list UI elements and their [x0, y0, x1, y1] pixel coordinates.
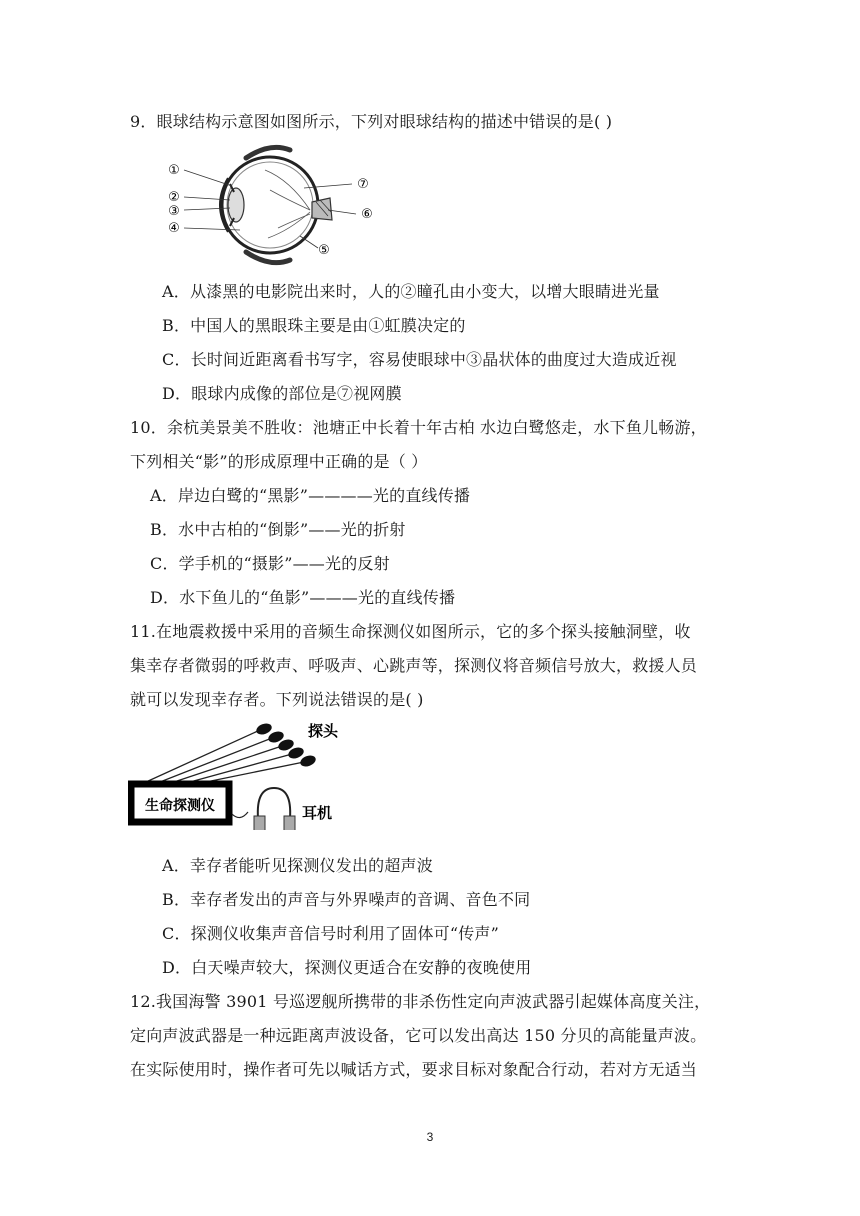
q11-option-a: A．幸存者能听见探测仪发出的超声波: [162, 856, 433, 875]
life-detector-diagram: [128, 718, 358, 830]
q11-option-b: B．幸存者发出的声音与外界噪声的音调、音色不同: [162, 890, 531, 909]
q12-stem-line-1: 12.我国海警 3901 号巡逻舰所携带的非杀伤性定向声波武器引起媒体高度关注，: [130, 992, 711, 1011]
q10-option-b: B．水中古柏的“倒影”——光的折射: [150, 520, 406, 539]
q12-stem-line-3: 在实际使用时，操作者可先以喊话方式，要求目标对象配合行动，若对方无适当: [130, 1060, 698, 1079]
eye-label-6: ⑥: [361, 207, 373, 222]
eye-label-5: ⑤: [318, 243, 330, 258]
headphone-label: 耳机: [302, 805, 333, 822]
q9-stem: 9．眼球结构示意图如图所示，下列对眼球结构的描述中错误的是( ): [130, 112, 613, 131]
q11-option-d: D．白天噪声较大，探测仪更适合在安静的夜晚使用: [162, 958, 532, 977]
headphone-band: [258, 788, 290, 818]
q10-option-a: A．岸边白鹭的“黑影”————光的直线传播: [150, 486, 471, 505]
eye-label-2: ②: [168, 190, 180, 205]
eye-label-7: ⑦: [357, 177, 369, 192]
eyeball-diagram: [160, 140, 380, 270]
q11-stem-line-1: 11.在地震救援中采用的音频生命探测仪如图所示，它的多个探头接触洞壁，收: [130, 622, 691, 641]
q10-stem-line-2: 下列相关“影”的形成原理中正确的是（ ）: [130, 452, 428, 471]
q10-stem-line-1: 10．余杭美景美不胜收：池塘正中长着十年古柏 水边白鹭悠走，水下鱼儿畅游，: [130, 418, 707, 437]
probe-label: 探头: [308, 723, 339, 740]
q9-option-b: B．中国人的黑眼珠主要是由①虹膜决定的: [162, 316, 466, 335]
probe-5: [299, 754, 317, 769]
q9-option-a: A．从漆黑的电影院出来时，人的②瞳孔由小变大，以增大眼睛进光量: [162, 282, 660, 301]
detector-label: 生命探测仪: [145, 797, 215, 813]
q10-option-d: D．水下鱼儿的“鱼影”———光的直线传播: [150, 588, 456, 607]
probe-1: [255, 722, 273, 737]
q9-option-d: D．眼球内成像的部位是⑦视网膜: [162, 384, 402, 403]
headphone-left: [254, 816, 265, 830]
eye-label-3: ③: [168, 204, 180, 219]
page-number: 3: [426, 1130, 434, 1144]
eye-label-4: ④: [168, 221, 180, 236]
q12-stem-line-2: 定向声波武器是一种远距离声波设备，它可以发出高达 150 分贝的高能量声波。: [130, 1026, 707, 1045]
q11-option-c: C．探测仪收集声音信号时利用了固体可“传声”: [162, 924, 500, 943]
q11-stem-line-2: 集幸存者微弱的呼救声、呼吸声、心跳声等，探测仪将音频信号放大，救援人员: [130, 656, 698, 675]
q9-option-c: C．长时间近距离看书写字，容易使眼球中③晶状体的曲度过大造成近视: [162, 350, 677, 369]
q11-stem-line-3: 就可以发现幸存者。下列说法错误的是( ): [130, 690, 424, 709]
headphone-right: [284, 816, 295, 830]
eye-label-1: ①: [168, 163, 180, 178]
q10-option-c: C．学手机的“摄影”——光的反射: [150, 554, 390, 573]
